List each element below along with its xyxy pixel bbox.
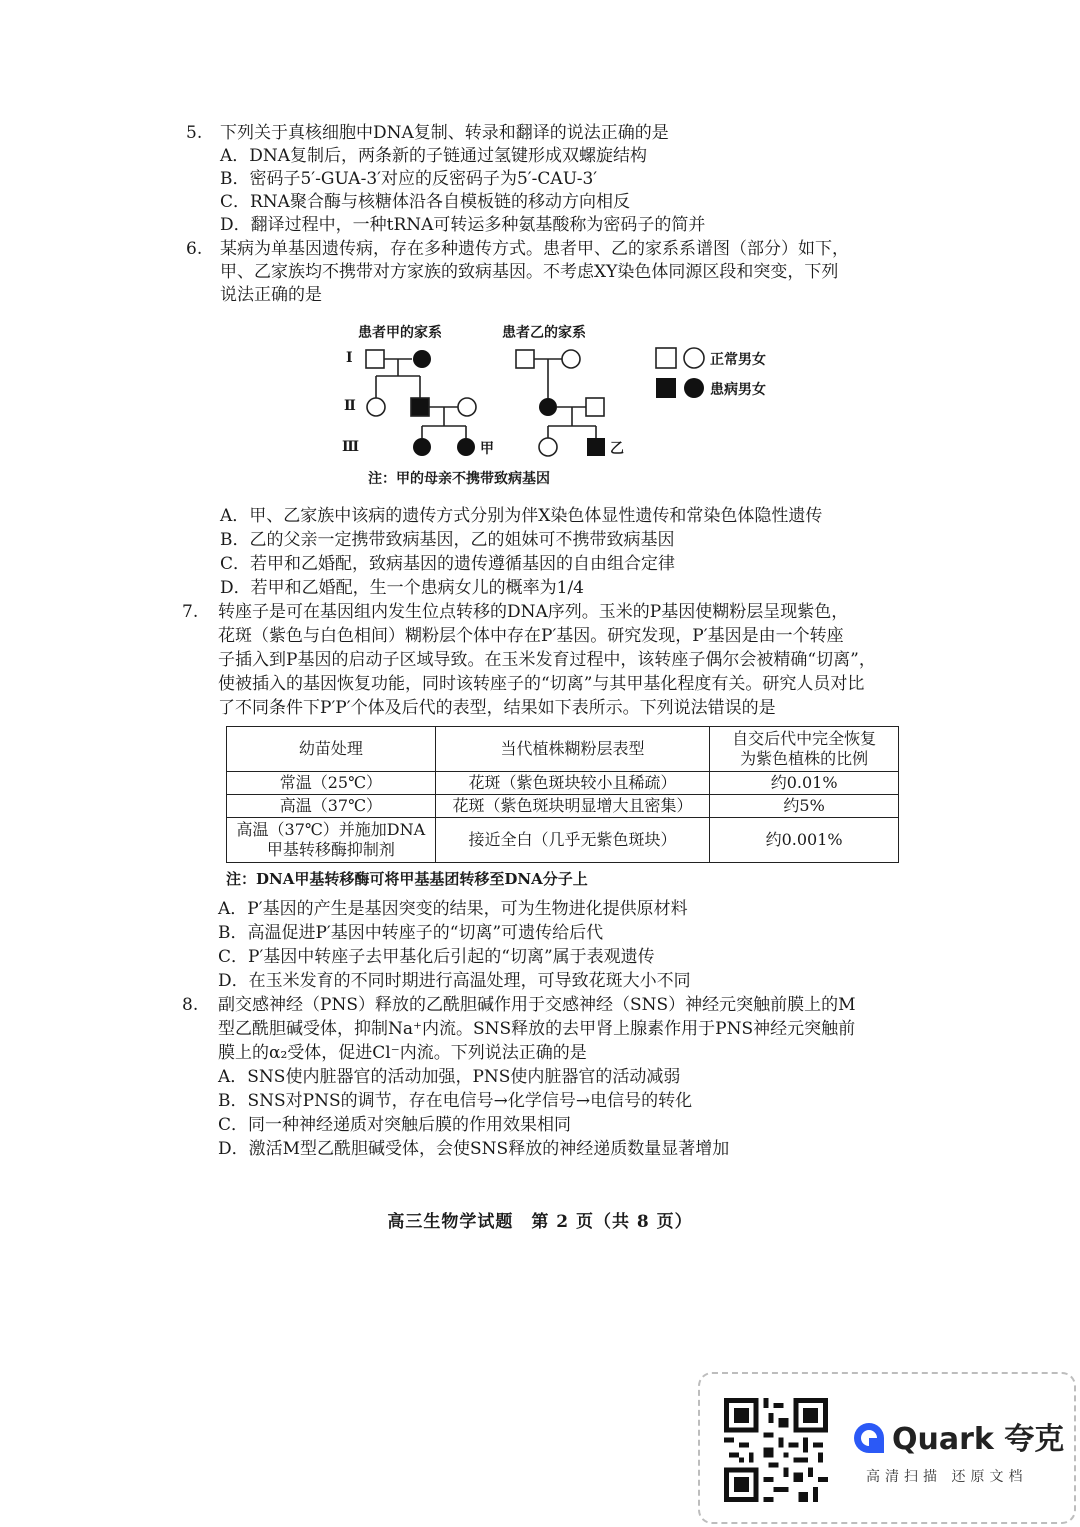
header-ratio <box>710 727 899 772</box>
q6-option-d: D．若甲和乙婚配，生一个患病女儿的概率为1/4 <box>220 578 584 598</box>
q5-option-c: C．RNA聚合酶与核糖体沿各自模板链的移动方向相反 <box>220 192 630 212</box>
family-a-ii-spouse <box>458 398 476 416</box>
q5-option-b: B．密码子5′-GUA-3′对应的反密码子为5′-CAU-3′ <box>220 169 598 189</box>
q8-option-c: C．同一种神经递质对突触后膜的作用效果相同 <box>218 1115 572 1135</box>
legend-affected-male <box>656 378 676 398</box>
row-3-ratio: 约0.001% <box>710 818 899 863</box>
label-jia: 甲 <box>480 441 494 457</box>
q7-option-a: A．P′基因的产生是基因突变的结果，可为生物进化提供原材料 <box>218 899 688 919</box>
q6-stem-line-1: 某病为单基因遗传病，存在多种遗传方式。患者甲、乙的家系系谱图（部分）如下， <box>220 239 849 259</box>
q6-stem-line-2: 甲、乙家族均不携带对方家族的致病基因。不考虑XY染色体同源区段和突变，下列 <box>220 262 839 282</box>
row-3-phenotype: 接近全白（几乎无紫色斑块） <box>435 818 710 863</box>
quark-badge[interactable] <box>698 1372 1076 1524</box>
q6-option-b: B．乙的父亲一定携带致病基因，乙的姐妹可不携带致病基因 <box>220 530 675 550</box>
family-b-title: 患者乙的家系 <box>502 325 586 341</box>
header-ratio-line-2: 为紫色植株的比例 <box>740 749 869 768</box>
table-row <box>227 818 899 863</box>
family-b-i-father <box>516 350 534 368</box>
row-1-phenotype: 花斑（紫色斑块较小且稀疏） <box>435 772 710 795</box>
family-b-iii-yi-affected <box>587 438 605 456</box>
q7-option-c: C．P′基因中转座子去甲基化后引起的“切离”属于表观遗传 <box>218 947 655 967</box>
q7-stem-line-4: 使被插入的基因恢复功能，同时该转座子的“切离”与其甲基化程度有关。研究人员对比 <box>218 674 865 694</box>
row-3-treatment <box>227 818 436 863</box>
header-treatment: 幼苗处理 <box>227 727 436 772</box>
family-a-title: 患者甲的家系 <box>358 325 442 341</box>
q7-results-table <box>226 726 899 863</box>
q7-option-b: B．高温促进P′基因中转座子的“切离”可遗传给后代 <box>218 923 604 943</box>
row-3-treatment-line-2: 甲基转移酶抑制剂 <box>266 840 395 859</box>
family-a-ii-male-affected <box>411 398 429 416</box>
q7-stem-line-1: 转座子是可在基因组内发生位点转移的DNA序列。玉米的P基因使糊粉层呈现紫色， <box>218 602 849 622</box>
family-a-ii-female <box>367 398 385 416</box>
q7-option-d: D．在玉米发育的不同时期进行高温处理，可导致花斑大小不同 <box>218 971 691 991</box>
pedigree-diagram <box>340 318 800 496</box>
family-b-iii-sister <box>539 438 557 456</box>
row-1-ratio: 约0.01% <box>710 772 899 795</box>
row-3-treatment-line-1: 高温（37℃）并施加DNA <box>236 820 426 839</box>
legend-normal-female <box>684 348 704 368</box>
q8-option-a: A．SNS使内脏器官的活动加强，PNS使内脏器官的活动减弱 <box>218 1067 681 1087</box>
q5-number: 5. <box>186 123 203 143</box>
table-row <box>227 772 899 795</box>
page-footer: 高三生物学试题 第 2 页（共 8 页） <box>387 1212 693 1232</box>
legend-affected-female <box>684 378 704 398</box>
quark-slogan: 高清扫描 还原文档 <box>866 1469 1028 1485</box>
legend-normal-male <box>656 348 676 368</box>
q6-option-a: A．甲、乙家族中该病的遗传方式分别为伴X染色体显性遗传和常染色体隐性遗传 <box>220 506 823 526</box>
row-2-phenotype: 花斑（紫色斑块明显增大且密集） <box>435 795 710 818</box>
q8-option-b: B．SNS对PNS的调节，存在电信号→化学信号→电信号的转化 <box>218 1091 693 1111</box>
q8-stem-line-3: 膜上的α₂受体，促进Cl⁻内流。下列说法正确的是 <box>218 1043 587 1063</box>
q5-option-a: A．DNA复制后，两条新的子链通过氢键形成双螺旋结构 <box>220 146 648 166</box>
q7-stem-line-3: 子插入到P基因的启动子区域导致。在玉米发育过程中，该转座子偶尔会被精确“切离”， <box>218 650 876 670</box>
generation-2-label: Ⅱ <box>344 398 356 414</box>
generation-3-label: Ⅲ <box>342 439 360 455</box>
qr-code-icon[interactable] <box>724 1398 828 1502</box>
table-row <box>227 795 899 818</box>
q8-option-d: D．激活M型乙酰胆碱受体，会使SNS释放的神经递质数量显著增加 <box>218 1139 730 1159</box>
q5-option-d: D．翻译过程中，一种tRNA可转运多种氨基酸称为密码子的简并 <box>220 215 706 235</box>
row-2-treatment: 高温（37℃） <box>227 795 436 818</box>
legend-affected-label: 患病男女 <box>710 382 766 398</box>
q7-stem-line-5: 了不同条件下P′P′个体及后代的表型，结果如下表所示。下列说法错误的是 <box>218 698 776 718</box>
quark-brand <box>852 1414 1064 1458</box>
q6-option-c: C．若甲和乙婚配，致病基因的遗传遵循基因的自由组合定律 <box>220 554 676 574</box>
row-1-treatment: 常温（25℃） <box>227 772 436 795</box>
table-note: 注：DNA甲基转移酶可将甲基基团转移至DNA分子上 <box>226 870 588 888</box>
pedigree-note: 注：甲的母亲不携带致病基因 <box>368 471 550 487</box>
q7-stem-line-2: 花斑（紫色与白色相间）糊粉层个体中存在P′基因。研究发现，P′基因是由一个转座 <box>218 626 844 646</box>
family-a-i-father <box>366 350 384 368</box>
family-a-iii-jia-affected <box>457 438 475 456</box>
header-ratio-line-1: 自交后代中完全恢复 <box>732 729 877 748</box>
q6-stem-line-3: 说法正确的是 <box>220 285 322 305</box>
q7-number: 7. <box>182 602 199 622</box>
legend-normal-label: 正常男女 <box>710 352 766 368</box>
table-header-row <box>227 727 899 772</box>
row-2-ratio: 约5% <box>710 795 899 818</box>
q8-number: 8. <box>182 995 199 1015</box>
family-a-iii-female-affected <box>413 438 431 456</box>
family-b-i-mother <box>562 350 580 368</box>
quark-brand-text: Quark 夸克 <box>892 1422 1065 1457</box>
q8-stem-line-2: 型乙酰胆碱受体，抑制Na⁺内流。SNS释放的去甲肾上腺素作用于PNS神经元突触前 <box>218 1019 856 1039</box>
q5-stem: 下列关于真核细胞中DNA复制、转录和翻译的说法正确的是 <box>220 123 669 143</box>
header-phenotype: 当代植株糊粉层表型 <box>435 727 710 772</box>
family-b-ii-mother-affected <box>539 398 557 416</box>
generation-1-label: Ⅰ <box>346 350 353 366</box>
label-yi: 乙 <box>610 441 624 457</box>
family-b-ii-spouse <box>586 398 604 416</box>
q8-stem-line-1: 副交感神经（PNS）释放的乙酰胆碱作用于交感神经（SNS）神经元突触前膜上的M <box>218 995 856 1015</box>
family-a-i-mother-affected <box>413 350 431 368</box>
q6-number: 6. <box>186 239 203 259</box>
quark-logo-icon <box>852 1421 886 1455</box>
